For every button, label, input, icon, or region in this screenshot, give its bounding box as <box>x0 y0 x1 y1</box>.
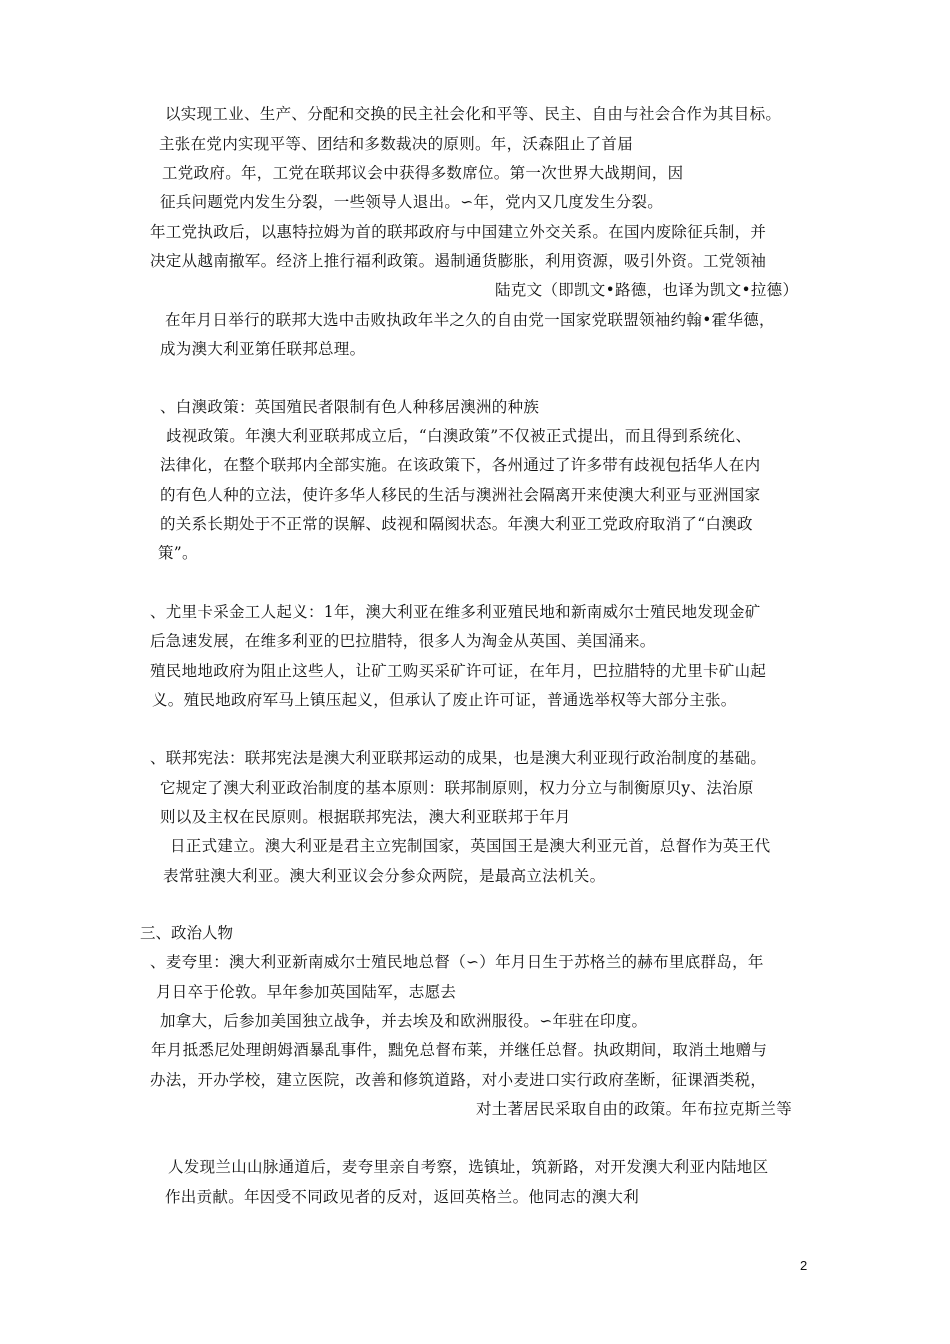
paragraph-line: 人发现兰山山脉通道后，麦夸里亲自考察，选镇址，筑新路，对开发澳大利亚内陆地区 <box>168 1158 769 1176</box>
paragraph-line: 、白澳政策：英国殖民者限制有色人种移居澳洲的种族 <box>160 398 540 416</box>
page-number: 2 <box>800 1258 808 1273</box>
paragraph-line: 则以及主权在民原则。根据联邦宪法，澳大利亚联邦于年月 <box>160 808 571 826</box>
paragraph-line: 年工党执政后，以惠特拉姆为首的联邦政府与中国建立外交关系。在国内废除征兵制，并 <box>150 223 767 241</box>
paragraph-line: 年月抵悉尼处理朗姆酒暴乱事件，黜免总督布莱，并继任总督。执政期间，取消土地赠与 <box>151 1041 768 1059</box>
paragraph-line: 作出贡献。年因受不同政见者的反对，返回英格兰。他同志的澳大利 <box>165 1188 640 1206</box>
paragraph-line: 后急速发展，在维多利亚的巴拉腊特，很多人为淘金从英国、美国涌来。 <box>150 632 656 650</box>
paragraph-line: 表常驻澳大利亚。澳大利亚议会分参众两院，是最高立法机关。 <box>163 867 606 885</box>
paragraph-line: 月日卒于伦敦。早年参加英国陆军，志愿去 <box>156 983 457 1001</box>
paragraph-line: 殖民地地政府为阻止这些人，让矿工购买采矿许可证，在年月，巴拉腊特的尤里卡矿山起 <box>150 662 767 680</box>
paragraph-line: 对土著居民采取自由的政策。年布拉克斯兰等 <box>476 1100 793 1118</box>
paragraph-line: 日正式建立。澳大利亚是君主立宪制国家，英国国王是澳大利亚元首，总督作为英王代 <box>170 837 771 855</box>
paragraph-line: 、联邦宪法：联邦宪法是澳大利亚联邦运动的成果，也是澳大利亚现行政治制度的基础。 <box>150 749 767 767</box>
paragraph-line: 的有色人种的立法，使许多华人移民的生活与澳洲社会隔离开来使澳大利亚与亚洲国家 <box>160 486 761 504</box>
paragraph-line: 以实现工业、生产、分配和交换的民主社会化和平等、民主、自由与社会合作为其目标。 <box>165 105 782 123</box>
paragraph-line: 歧视政策。年澳大利亚联邦成立后，“白澳政策”不仅被正式提出，而且得到系统化、 <box>166 427 752 445</box>
paragraph-line: 陆克文（即凯文•路德，也译为凯文•拉德） <box>495 281 799 299</box>
section-heading: 三、政治人物 <box>140 924 234 942</box>
paragraph-line: 主张在党内实现平等、团结和多数裁决的原则。年，沃森阻止了首届 <box>159 135 634 153</box>
paragraph-line: 工党政府。年，工党在联邦议会中获得多数席位。第一次世界大战期间，因 <box>162 164 684 182</box>
paragraph-line: 、麦夸里：澳大利亚新南威尔士殖民地总督（∽）年月日生于苏格兰的赫布里底群岛，年 <box>150 953 764 971</box>
paragraph-line: 义。殖民地政府军马上镇压起义，但承认了废止许可证，普通选举权等大部分主张。 <box>152 691 737 709</box>
paragraph-line: 征兵问题党内发生分裂，一些领导人退出。∽年，党内又几度发生分裂。 <box>160 193 664 211</box>
paragraph-line: 它规定了澳大利亚政治制度的基本原则：联邦制原则，权力分立与制衡原贝y、法治原 <box>160 779 754 797</box>
paragraph-line: 成为澳大利亚第任联邦总理。 <box>160 340 366 358</box>
paragraph-line: 办法，开办学校，建立医院，改善和修筑道路，对小麦进口实行政府垄断，征课酒类税， <box>150 1071 767 1089</box>
paragraph-line: 、尤里卡采金工人起义：1年，澳大利亚在维多利亚殖民地和新南威尔士殖民地发现金矿 <box>150 603 761 621</box>
paragraph-line: 加拿大，后参加美国独立战争，并去埃及和欧洲服役。∽年驻在印度。 <box>160 1012 648 1030</box>
paragraph-line: 在年月日举行的联邦大选中击败执政年半之久的自由党一国家党联盟领袖约翰•霍华德， <box>165 311 775 329</box>
paragraph-line: 法律化，在整个联邦内全部实施。在该政策下，各州通过了许多带有歧视包括华人在内 <box>160 456 761 474</box>
paragraph-line: 的关系长期处于不正常的误解、歧视和隔阂状态。年澳大利亚工党政府取消了“白澳政 <box>160 515 753 533</box>
paragraph-line: 策”。 <box>158 544 198 562</box>
paragraph-line: 决定从越南撤军。经济上推行福利政策。遏制通货膨胀，利用资源，吸引外资。工党领袖 <box>150 252 767 270</box>
